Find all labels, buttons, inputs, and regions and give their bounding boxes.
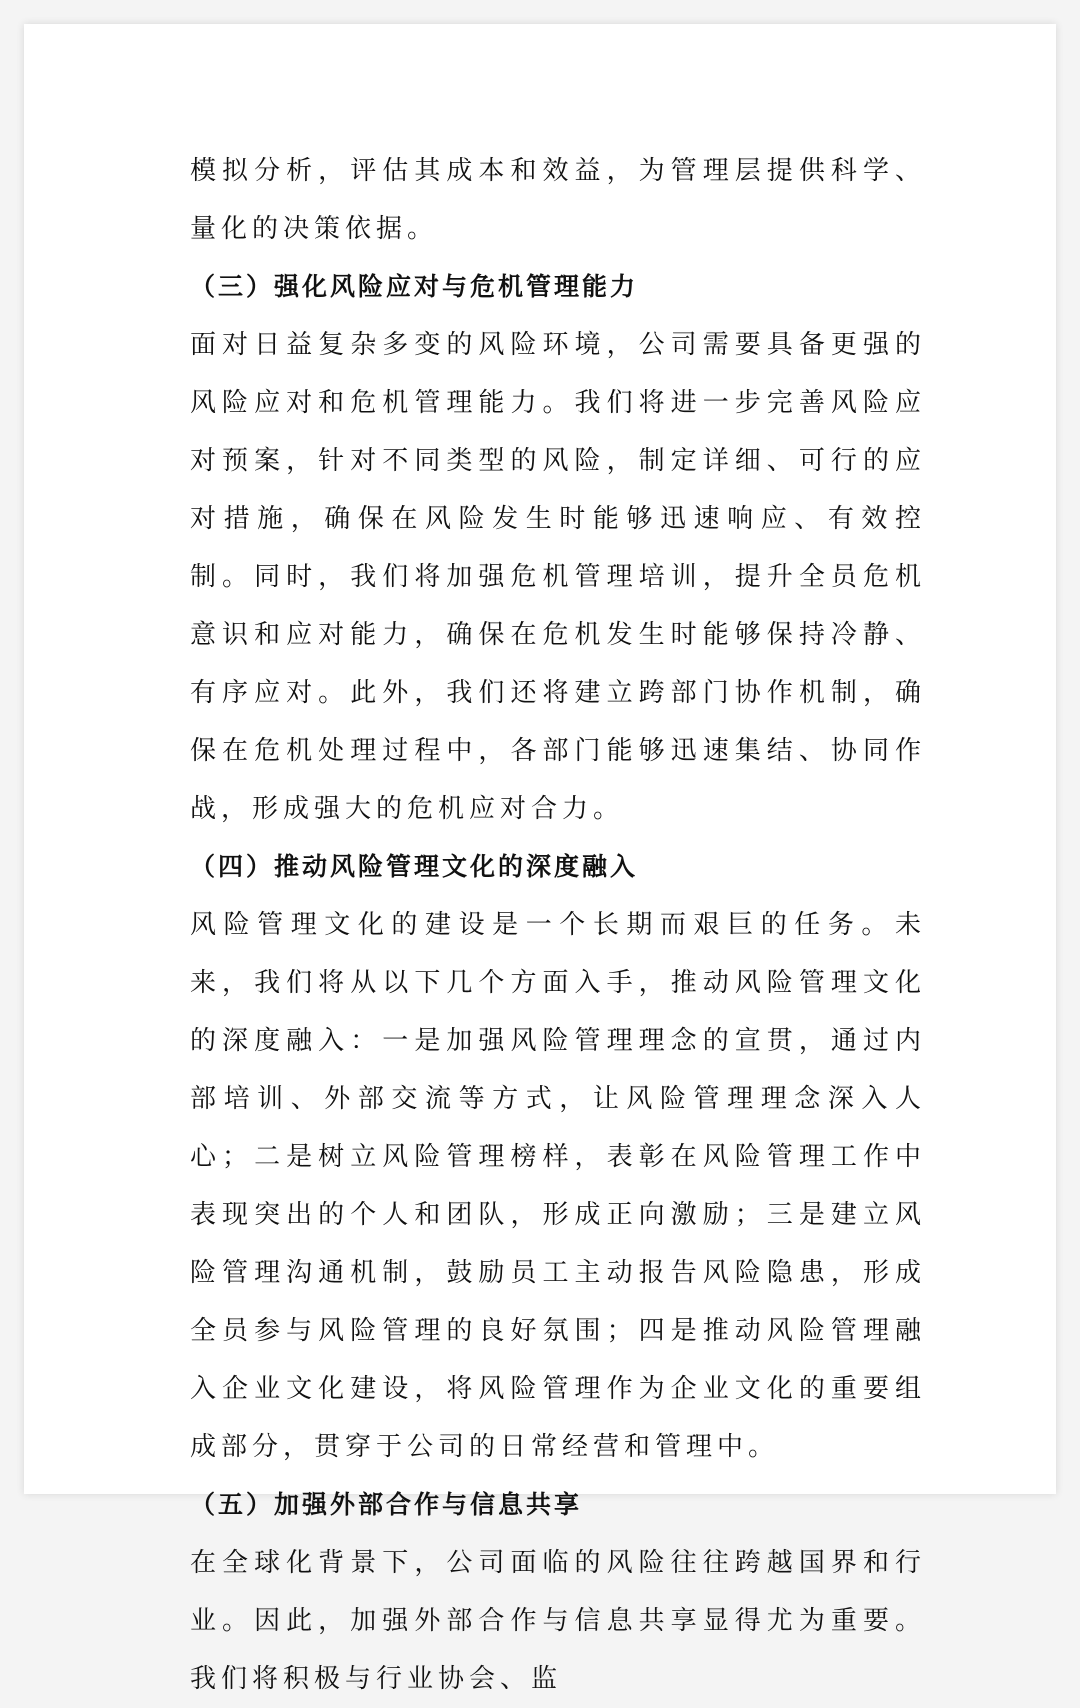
paragraph-external-cooperation: 在全球化背景下，公司面临的风险往往跨越国界和行业。因此，加强外部合作与信息共享显得尤为重要。我们将积极与行业协会、监 — [190, 1548, 926, 1694]
section-heading-5: （五）加强外部合作与信息共享 — [190, 1490, 583, 1519]
section-heading-4: （四）推动风险管理文化的深度融入 — [190, 852, 639, 881]
document-body — [190, 142, 926, 1708]
section-heading-3: （三）强化风险应对与危机管理能力 — [190, 272, 639, 301]
paragraph-cost-benefit: 模拟分析，评估其成本和效益，为管理层提供科学、量化的决策依据。 — [190, 156, 926, 244]
paragraph-risk-culture: 风险管理文化的建设是一个长期而艰巨的任务。未来，我们将从以下几个方面入手，推动风险管理文化的深度融入：一是加强风险管理理念的宣贯，通过内部培训、外部交流等方式，让风险管理理念深入人心；二是树立风险管理榜样，表彰在风险管理工作中表现突出的个人和团队，形成正向激励；三是建立风险管理沟通机制，鼓励员工主动报告风险隐患，形成全员参与风险管理的良好氛围；四是推动风险管理融入企业文化建设，将风险管理作为企业文化的重要组成部分，贯穿于公司的日常经营和管理中。 — [190, 910, 926, 1462]
document-page — [24, 24, 1056, 1694]
paragraph-crisis-management: 面对日益复杂多变的风险环境，公司需要具备更强的风险应对和危机管理能力。我们将进一步完善风险应对预案，针对不同类型的风险，制定详细、可行的应对措施，确保在风险发生时能够迅速响应、有效控制。同时，我们将加强危机管理培训，提升全员危机意识和应对能力，确保在危机发生时能够保持冷静、有序应对。此外，我们还将建立跨部门协作机制，确保在危机处理过程中，各部门能够迅速集结、协同作战，形成强大的危机应对合力。 — [190, 330, 926, 824]
